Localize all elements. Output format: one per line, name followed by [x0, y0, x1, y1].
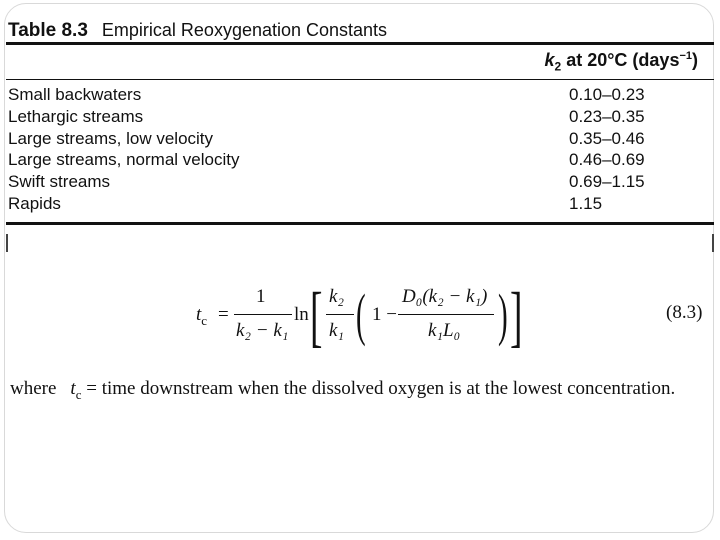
row-category: Large streams, normal velocity	[8, 150, 240, 170]
fraction-1-numerator: 1	[256, 286, 266, 307]
fraction-2-numerator: k₂	[329, 286, 345, 307]
row-value: 0.23–0.35	[569, 106, 645, 126]
one-minus: 1 −	[372, 304, 397, 325]
where-word: where	[10, 378, 57, 399]
table-title: Empirical Reoxygenation Constants	[101, 20, 388, 40]
row-category: Lethargic streams	[8, 106, 144, 126]
table-row	[8, 193, 708, 215]
table-header-rule	[6, 79, 714, 80]
fraction-3-bar	[398, 314, 494, 315]
fraction-2-bar	[326, 314, 354, 315]
frame-tick-right	[712, 234, 714, 252]
row-category: Small backwaters	[8, 85, 142, 104]
column-header: $k_2$ at 20°C (days$^{-1}$)	[544, 50, 698, 74]
where-text: = time downstream when the dissolved oxygen is at the lowest concentration.	[81, 378, 676, 399]
fraction-1-denominator: k₂ − k₁	[236, 320, 289, 341]
fraction-3-numerator: D₀(k₂ − k₁)	[402, 286, 488, 307]
right-square-bracket: ]	[510, 278, 523, 354]
right-paren: )	[498, 282, 508, 347]
fraction-1-bar	[234, 314, 292, 315]
left-paren: (	[356, 282, 366, 347]
equation-lhs: $t_c$	[196, 304, 208, 328]
table-row	[8, 171, 708, 193]
table-top-rule	[6, 42, 714, 45]
table-label: Table 8.3	[8, 20, 88, 41]
fraction-2-denominator: k₁	[329, 320, 345, 341]
equation-equals: =	[218, 304, 229, 325]
row-value: 1.15	[569, 193, 603, 213]
table-body	[8, 84, 708, 215]
frame-tick-left	[6, 234, 8, 252]
ln-operator: ln	[294, 304, 309, 325]
row-value: 0.10–0.23	[569, 85, 645, 104]
table-row	[8, 149, 708, 171]
row-category: Large streams, low velocity	[8, 128, 214, 148]
table-row	[8, 128, 708, 150]
where-symbol: t	[70, 378, 76, 399]
left-square-bracket: [	[310, 278, 323, 354]
table-caption	[8, 18, 387, 43]
slide-frame	[4, 3, 714, 533]
where-symbol-sub: c	[75, 386, 82, 402]
where-definition	[10, 378, 675, 403]
table-row	[8, 106, 708, 128]
row-value: 0.69–1.15	[569, 172, 645, 192]
row-category: Swift streams	[8, 172, 111, 192]
table-row	[8, 84, 708, 106]
equation-number: (8.3)	[666, 302, 703, 323]
table-bottom-rule	[6, 222, 714, 225]
row-value: 0.46–0.69	[569, 150, 645, 170]
row-category: Rapids	[8, 193, 61, 213]
row-value: 0.35–0.46	[569, 128, 645, 148]
fraction-3-denominator: k₁L₀	[428, 320, 461, 341]
